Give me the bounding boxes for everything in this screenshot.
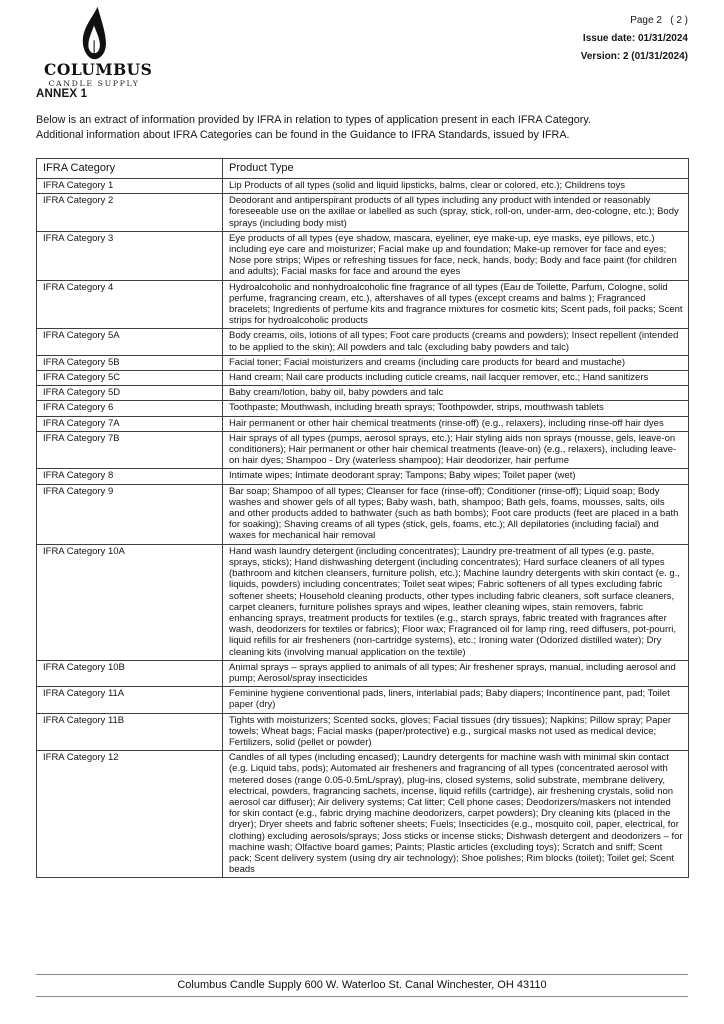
category-cell: IFRA Category 1 bbox=[37, 179, 223, 194]
col-header-category: IFRA Category bbox=[37, 159, 223, 179]
product-type-cell: Body creams, oils, lotions of all types; Foot care products (creams and powders); Insect repellent (intended to be applied to the skin); All powders and talc (excluding baby powders and talc) bbox=[223, 329, 689, 355]
table-row bbox=[37, 280, 689, 329]
table-row bbox=[37, 416, 689, 431]
intro-paragraph bbox=[36, 113, 692, 144]
table-row bbox=[37, 355, 689, 370]
issue-date: Issue date: 01/31/2024 bbox=[582, 33, 688, 44]
category-cell: IFRA Category 7B bbox=[37, 431, 223, 469]
product-type-cell: Tights with moisturizers; Scented socks, gloves; Facial tissues (dry tissues); Napkins; Pillow spray; Paper towels; Wheat bags; Facial masks (paper/protective) e.g., surgical masks not used as medical device; Fertilizers, solid (pellet or powder) bbox=[223, 713, 689, 751]
category-cell: IFRA Category 10A bbox=[37, 544, 223, 660]
product-type-cell: Hand cream; Nail care products including cuticle creams, nail lacquer remover, etc.; Hand sanitizers bbox=[223, 371, 689, 386]
category-cell: IFRA Category 2 bbox=[37, 194, 223, 232]
product-type-cell: Bar soap; Shampoo of all types; Cleanser for face (rinse-off); Conditioner (rinse-off); Liquid soap; Body washes and shower gels of all types; Baby wash, bath, shampoo; Bath gels, foams, mousses, salts, oils and other products added to bathwater (such as bath bombs); Foot care products (feet are placed in a bath for soaking); Shaving creams of all types (stick, gels, foams, etc.); All depilatories (including facial) and waxes for mechanical hair removal bbox=[223, 484, 689, 544]
page-meta bbox=[581, 12, 688, 66]
table-row bbox=[37, 179, 689, 194]
category-cell: IFRA Category 11A bbox=[37, 687, 223, 713]
category-cell: IFRA Category 6 bbox=[37, 401, 223, 416]
product-type-cell: Deodorant and antiperspirant products of all types including any product with intended or reasonably foreseeable use on the axillae or labelled as such (spray, stick, roll-on, under-arm, deo-cologne, etc.); Body sprays (including body mist) bbox=[223, 194, 689, 232]
table-row bbox=[37, 194, 689, 232]
table-row bbox=[37, 544, 689, 660]
category-cell: IFRA Category 5A bbox=[37, 329, 223, 355]
table-row bbox=[37, 401, 689, 416]
ifra-category-table bbox=[36, 158, 688, 878]
ifra-table bbox=[36, 158, 689, 878]
page-number: Page 2 ( 2 ) bbox=[630, 15, 688, 26]
table-row bbox=[37, 687, 689, 713]
intro-line-2: Additional information about IFRA Categories can be found in the Guidance to IFRA Standards, issued by IFRA. bbox=[36, 129, 570, 142]
table-row bbox=[37, 660, 689, 686]
product-type-cell: Eye products of all types (eye shadow, mascara, eyeliner, eye make-up, eye masks, eye pillows, etc.) including eye care and moisturizer; Facial make up and foundation; Make-up remover for face and eyes; Nose pore strips; Wipes or refreshing tissues for face, neck, hands, body; Body and face paint (for children and adults); Facial masks for face and around the eyes bbox=[223, 231, 689, 280]
footer-address: Columbus Candle Supply 600 W. Waterloo St. Canal Winchester, OH 43110 bbox=[36, 974, 688, 997]
product-type-cell: Hand wash laundry detergent (including concentrates); Laundry pre-treatment of all types (e.g. paste, sprays, sticks); Hand dishwashing detergent (including concentrates); Hard surface cleaners of all types (bathroom and kitchen cleansers, furniture polish, etc.); Machine laundry detergents with skin contact (e. g., liquids, powders) including concentrates; Toilet seat wipes; Fabric softeners of all types excluding fabric softener sheets; Household cleaning products, other types including fabric cleaners, soft surface cleaners, carpet cleaners, furniture polishes sprays and wipes, leather cleaning wipes, stain removers, fabric enhancing sprays, treatment products for textiles (e.g., starch sprays, fabric treated with fragrances after wash, deodorizers for textiles or fabrics); Floor wax; Fragranced oil for lamp ring, reed diffusers, pot-pourri, liquid refills for air fresheners (non-cartridge systems), etc.; Ironing water (Odorized distilled water); Dry cleaning kits (involving manual application on the textile) bbox=[223, 544, 689, 660]
category-cell: IFRA Category 4 bbox=[37, 280, 223, 329]
product-type-cell: Intimate wipes; Intimate deodorant spray; Tampons; Baby wipes; Toilet paper (wet) bbox=[223, 469, 689, 484]
annex-title: ANNEX 1 bbox=[36, 88, 88, 100]
category-cell: IFRA Category 8 bbox=[37, 469, 223, 484]
logo-subtitle: CANDLE SUPPLY bbox=[48, 79, 140, 89]
table-row bbox=[37, 231, 689, 280]
company-logo bbox=[44, 6, 153, 89]
product-type-cell: Hydroalcoholic and nonhydroalcoholic fine fragrance of all types (Eau de Toilette, Parfum, Cologne, solid perfume, fragrancing cream, etc.), aftershaves of all types (except creams and balms ); Fragranced bracelets; Ingredients of perfume kits and fragrance mixtures for cosmetic kits; Scent pads, foil packs; Scent strips for hydroalcoholic products bbox=[223, 280, 689, 329]
product-type-cell: Baby cream/lotion, baby oil, baby powders and talc bbox=[223, 386, 689, 401]
product-type-cell: Hair permanent or other hair chemical treatments (rinse-off) (e.g., relaxers), including rinse-off hair dyes bbox=[223, 416, 689, 431]
category-cell: IFRA Category 10B bbox=[37, 660, 223, 686]
table-row bbox=[37, 386, 689, 401]
col-header-product-type: Product Type bbox=[223, 159, 689, 179]
version: Version: 2 (01/31/2024) bbox=[580, 51, 688, 62]
logo-name: COLUMBUS bbox=[44, 60, 153, 79]
category-cell: IFRA Category 5B bbox=[37, 355, 223, 370]
flame-icon bbox=[44, 6, 144, 62]
product-type-cell: Hair sprays of all types (pumps, aerosol sprays, etc.); Hair styling aids non sprays (mousse, gels, leave-on conditioners); Hair permanent or other hair chemical treatments (leave-on) (e.g., relaxers), including leave-on hair dyes; Shampoo - Dry (waterless shampoo); Hair deodorizer, hair perfume bbox=[223, 431, 689, 469]
table-row bbox=[37, 469, 689, 484]
table-row bbox=[37, 371, 689, 386]
category-cell: IFRA Category 7A bbox=[37, 416, 223, 431]
table-row bbox=[37, 751, 689, 878]
product-type-cell: Feminine hygiene conventional pads, liners, interlabial pads; Baby diapers; Incontinence pant, pad; Toilet paper (dry) bbox=[223, 687, 689, 713]
product-type-cell: Facial toner; Facial moisturizers and creams (including care products for beard and mustache) bbox=[223, 355, 689, 370]
intro-line-1: Below is an extract of information provided by IFRA in relation to types of application present in each IFRA Category. bbox=[36, 114, 591, 126]
product-type-cell: Candles of all types (including encased); Laundry detergents for machine wash with minimal skin contact (e.g. Liquid tabs, pods); Automated air fresheners and fragrancing of all types (concentrated aerosol with metered doses (range 0.05-0.5mL/spray), plug-ins, closed systems, solid substrate, membrane delivery, electrical, powders, fragrancing sachets, incense, liquid refills (cartridge), air freshening crystals, solid non aerosol car diffuser); Air delivery systems; Cat litter; Cell phone cases; Deodorizers/maskers not intended for skin contact (e.g., fabric drying machine deodorizers, carpet powders); Dry cleaning kits (placed in the dryer); Dryer sheets and fabric softener sheets; Fuels; Insecticides (e.g., mosquito coil, paper, electrical, for clothing) excluding aerosols/sprays; Joss sticks or incense sticks; Dishwash detergent and deodorizers – for machine wash; Olfactive board games; Paints; Plastic articles (excluding toys); Scratch and sniff; Scent pack; Scent delivery system (using dry air technology); Shoe polishes; Rim blocks (toilet); Toilet gel; Scent beads bbox=[223, 751, 689, 878]
product-type-cell: Toothpaste; Mouthwash, including breath sprays; Toothpowder, strips, mouthwash tablets bbox=[223, 401, 689, 416]
table-row bbox=[37, 484, 689, 544]
category-cell: IFRA Category 12 bbox=[37, 751, 223, 878]
table-row bbox=[37, 713, 689, 751]
category-cell: IFRA Category 5C bbox=[37, 371, 223, 386]
table-row bbox=[37, 329, 689, 355]
table-header-row bbox=[37, 159, 689, 179]
category-cell: IFRA Category 5D bbox=[37, 386, 223, 401]
category-cell: IFRA Category 11B bbox=[37, 713, 223, 751]
product-type-cell: Lip Products of all types (solid and liquid lipsticks, balms, clear or colored, etc.); Childrens toys bbox=[223, 179, 689, 194]
category-cell: IFRA Category 3 bbox=[37, 231, 223, 280]
table-row bbox=[37, 431, 689, 469]
category-cell: IFRA Category 9 bbox=[37, 484, 223, 544]
product-type-cell: Animal sprays – sprays applied to animals of all types; Air freshener sprays, manual, including aerosol and pump; Aerosol/spray insecticides bbox=[223, 660, 689, 686]
